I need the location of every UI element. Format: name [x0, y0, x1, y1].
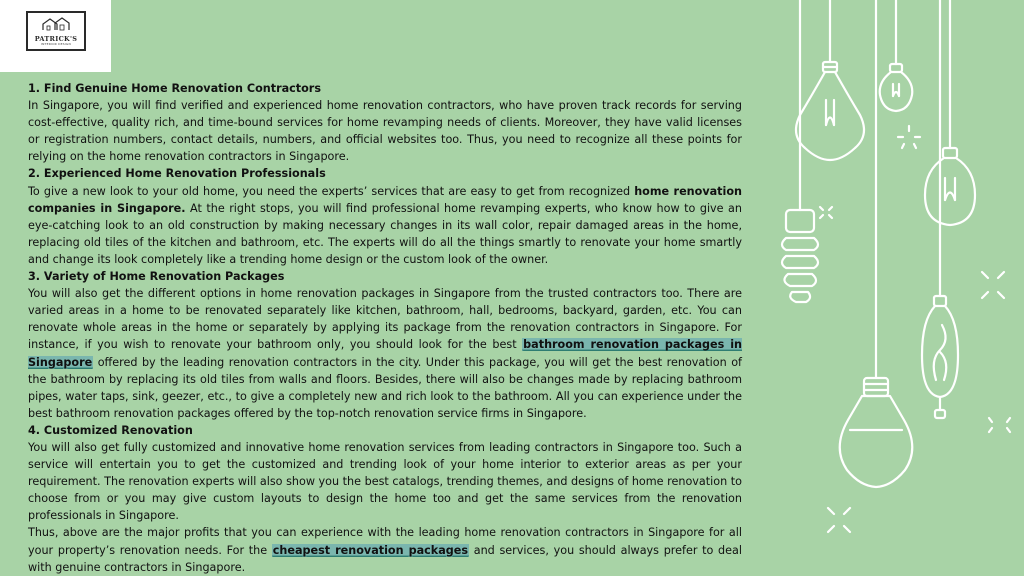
- bathroom-packages-link[interactable]: bathroom renovation packages in Singapore: [28, 338, 743, 369]
- section-heading: 1. Find Genuine Home Renovation Contractors: [28, 82, 321, 95]
- sparkle-icon: [989, 418, 1010, 432]
- bold-phrase: home renovation companies in Singapore.: [28, 184, 742, 215]
- section-paragraph: [28, 183, 742, 268]
- section-paragraph: In Singapore, you will find verified and experienced home renovation contractors, who have proven track records for serving cost-effective, quality rich, and time-bound services for home revamping needs of clients. Moreover, they have valid licenses or registration numbers, contact details, numbers, and official websites too. Thus, you need to recognize all these points for relying on the home renovation contractors in Singapore.: [28, 99, 742, 164]
- light-bulb-icon: [880, 0, 913, 111]
- section-heading: 4. Customized Renovation: [28, 423, 193, 437]
- paragraph-text: You will also get the different options in home renovation packages in Singapore from the trusted contractors too. There are varied areas in a home to be renovated separately like kitchen, bathroom, hall, bedrooms, backyard, garden, etc. You can renovate whole areas in the home or separately by applying its package from the renovation contractors in Singapore. For instance, if you wish to renovate your bathroom only, you should look for the best: [28, 287, 742, 352]
- light-bulb-icon: [796, 0, 864, 160]
- logo-name: PATRICK'S: [34, 34, 78, 43]
- sparkle-icon: [982, 272, 1004, 298]
- paragraph-text: To give a new look to your old home, you need the experts’ services that are easy to get from recognized: [28, 184, 635, 198]
- logo-tagline: INTERIOR DESIGN: [41, 42, 71, 46]
- section-heading: 2. Experienced Home Renovation Professionals: [28, 167, 326, 181]
- section-paragraph: You will also get fully customized and innovative home renovation services from leading contractors in Singapore too. Such a service will entertain you to get the customized and trending look of your home interior to exterior areas as per your requirement. The renovation experts will also show you the best catalogs, trending themes, and designs of home renovation to choose from or you may give custom layouts to design the home too and get the same services from the renovation professionals in Singapore.: [28, 440, 742, 523]
- paragraph-text: Thus, above are the major profits that you can experience with the leading home renovation contractors in Singapore for all your property’s renovation needs. For the: [28, 526, 742, 557]
- logo-panel: [0, 0, 111, 72]
- sparkle-icon: [820, 207, 832, 218]
- section-heading: 3. Variety of Home Renovation Packages: [28, 270, 285, 284]
- light-bulb-icon: [782, 0, 818, 302]
- light-bulbs-illustration: [760, 0, 1024, 576]
- company-logo[interactable]: [26, 11, 86, 51]
- house-icon: [41, 17, 71, 31]
- section-paragraph: [28, 285, 742, 422]
- paragraph-text: and services, you should always prefer to deal with genuine contractors in Singapore.: [28, 543, 742, 574]
- article-body: [28, 80, 742, 576]
- cheapest-packages-link[interactable]: cheapest renovation packages: [272, 543, 469, 557]
- sparkle-icon: [828, 508, 850, 532]
- paragraph-text: At the right stops, you will find professional home revamping experts, who know how to give an eye-catching look to an old construction by making necessary changes in its wall color, repair damaged areas in the home, replacing old tiles of the kitchen and bathroom, etc. The experts will do all the things smartly to renovate your home smartly and change its look completely like a trending home design or the custom look of the owner.: [28, 201, 742, 266]
- paragraph-text: offered by the leading renovation contractors in the city. Under this package, you will get the best renovation of the bathroom by replacing its old tiles from walls and floors. Besides, there will also be changes made by replacing bathroom pipes, water taps, sink, geezer, etc., to give a completely new and rich look to the bathroom. All you can experience under the best bathroom renovation packages offered by the top-notch renovation service firms in Singapore.: [28, 355, 742, 420]
- conclusion-paragraph: [28, 524, 742, 575]
- sparkle-icon: [898, 126, 920, 148]
- light-bulb-icon: [925, 0, 975, 225]
